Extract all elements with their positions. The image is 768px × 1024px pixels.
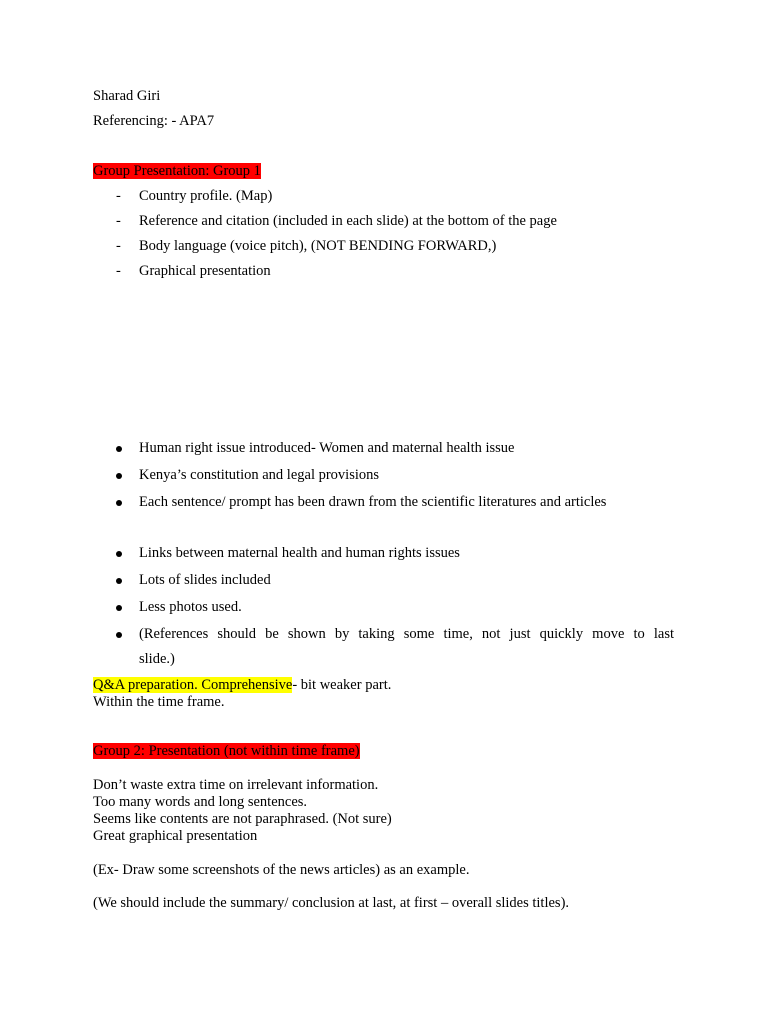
bullet-icon (116, 446, 122, 452)
dash-item-body-language: Body language (voice pitch), (NOT BENDING FORWARD,) (139, 238, 497, 254)
bullet-item-kenya-constitution: Kenya’s constitution and legal provisions (139, 467, 380, 483)
referencing-style: Referencing: - APA7 (93, 113, 215, 129)
dash-item-reference-citation: Reference and citation (included in each slide) at the bottom of the page (139, 213, 557, 229)
dash-marker: - (116, 188, 121, 204)
group2-example-note: (Ex- Draw some screenshots of the news articles) as an example. (93, 862, 470, 878)
group1-heading-highlight: Group Presentation: Group 1 (93, 163, 261, 179)
bullet-item-sentence-prompt: Each sentence/ prompt has been drawn from the scientific literatures and articles (139, 494, 607, 510)
group2-note-irrelevant-info: Don’t waste extra time on irrelevant information. (93, 777, 379, 793)
dash-item-country-profile: Country profile. (Map) (139, 188, 273, 204)
bullet-icon (116, 632, 122, 638)
bullet-icon (116, 500, 122, 506)
bullet-icon (116, 605, 122, 611)
qa-preparation-line (93, 677, 391, 694)
group2-note-paraphrased: Seems like contents are not paraphrased. (Not sure) (93, 811, 392, 827)
group2-note-graphical: Great graphical presentation (93, 828, 258, 844)
dash-marker: - (116, 213, 121, 229)
qa-preparation-highlight: Q&A preparation. Comprehensive (93, 677, 293, 693)
bullet-icon (116, 551, 122, 557)
qa-preparation-note: - bit weaker part. (292, 677, 392, 693)
bullet-icon (116, 578, 122, 584)
dash-marker: - (116, 263, 121, 279)
group1-heading (93, 163, 261, 180)
dash-marker: - (116, 238, 121, 254)
time-frame-note: Within the time frame. (93, 694, 225, 710)
bullet-item-human-right-issue: Human right issue introduced- Women and maternal health issue (139, 440, 515, 456)
bullet-icon (116, 473, 122, 479)
bullet-item-less-photos: Less photos used. (139, 599, 242, 615)
bullet-item-references-line1: (References should be shown by taking some time, not just quickly move to last (139, 626, 674, 642)
group2-heading-highlight: Group 2: Presentation (not within time frame) (93, 743, 360, 759)
author-name: Sharad Giri (93, 88, 161, 104)
bullet-item-lots-of-slides: Lots of slides included (139, 572, 271, 588)
group2-summary-note: (We should include the summary/ conclusion at last, at first – overall slides titles). (93, 895, 570, 911)
bullet-item-links-maternal-health: Links between maternal health and human rights issues (139, 545, 460, 561)
bullet-item-references-line2: slide.) (139, 651, 175, 667)
group2-note-long-sentences: Too many words and long sentences. (93, 794, 308, 810)
dash-item-graphical-presentation: Graphical presentation (139, 263, 271, 279)
group2-heading (93, 743, 360, 760)
